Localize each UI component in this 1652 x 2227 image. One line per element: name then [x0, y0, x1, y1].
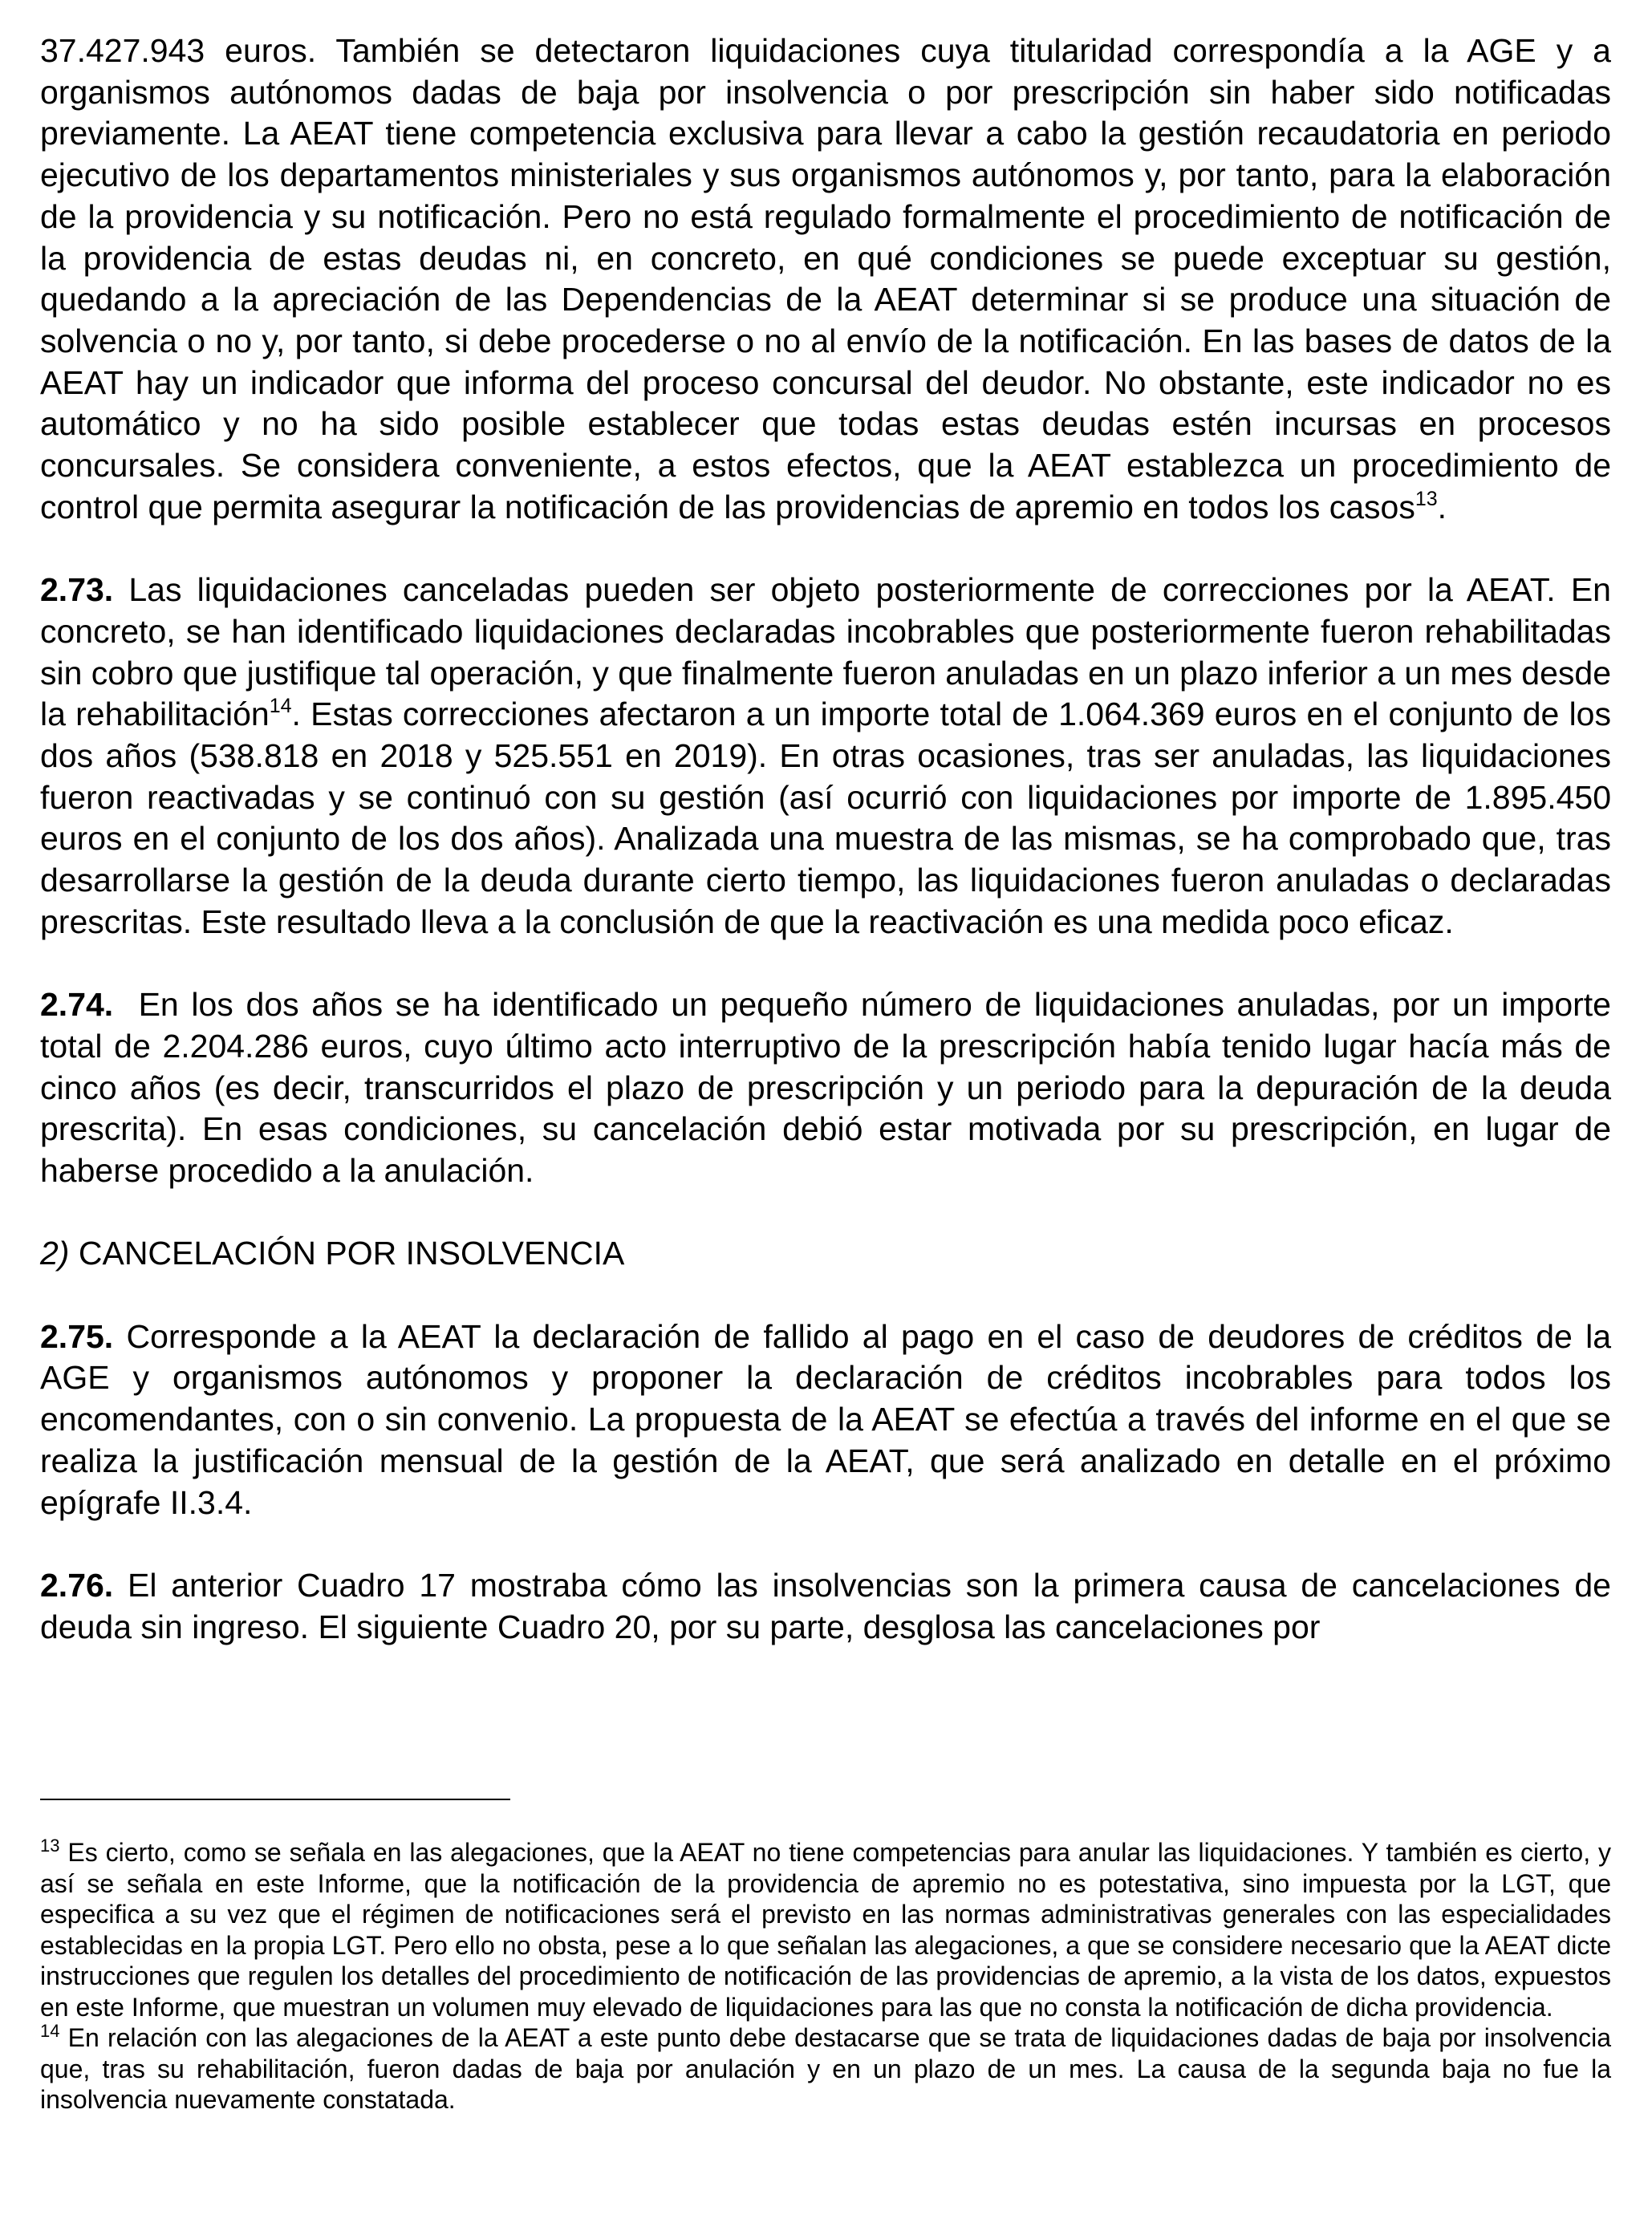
paragraph-text: Las liquidaciones canceladas pueden ser objeto posteriormente de correcciones por la AEAT. En concreto, se han identificado liquidaciones declaradas incobrables que posteriormente fueron rehabilitadas sin cobro que justifique tal operación, y que finalmente fueron anuladas en un plazo inferior a un mes desde la rehabilitación	[40, 571, 1611, 733]
footnote-text: En relación con las alegaciones de la AEAT a este punto debe destacarse que se trata de liquidaciones dadas de baja por insolvencia que, tras su rehabilitación, fueron dadas de baja por anulación y en un plazo de un mes. La causa de la segunda baja no fue la insolvencia nuevamente constatada.	[40, 2023, 1611, 2114]
footnote-ref-13[interactable]: 13	[1415, 487, 1438, 510]
section-heading	[40, 1233, 1611, 1275]
paragraph-text: 37.427.943 euros. También se detectaron liquidaciones cuya titularidad correspondía a la AGE y a organismos autónomos dadas de baja por insolvencia o por prescripción sin haber sido notificadas previamente. La AEAT tiene competencia exclusiva para llevar a cabo la gestión recaudatoria en periodo ejecutivo de los departamentos ministeriales y sus organismos autónomos y, por tanto, para la elaboración de la providencia y su notificación. Pero no está regulado formalmente el procedimiento de notificación de la providencia de estas deudas ni, en concreto, en qué condiciones se puede exceptuar su gestión, quedando a la apreciación de las Dependencias de la AEAT determinar si se produce una situación de solvencia o no y, por tanto, si debe procederse o no al envío de la notificación. En las bases de datos de la AEAT hay un indicador que informa del proceso concursal del deudor. No obstante, este indicador no es automático y no ha sido posible establecer que todas estas deudas estén incursas en procesos concursales. Se considera conveniente, a estos efectos, que la AEAT establezca un procedimiento de control que permita asegurar la notificación de las providencias de apremio en todos los casos	[40, 32, 1611, 525]
paragraph-2-76	[40, 1565, 1611, 1648]
paragraph-number: 2.74.	[40, 986, 114, 1024]
section-heading-prefix: 2)	[40, 1235, 70, 1272]
paragraph-intro	[40, 30, 1611, 528]
paragraph-text: El anterior Cuadro 17 mostraba cómo las insolvencias son la primera causa de cancelaciones de deuda sin ingreso. El siguiente Cuadro 20, por su parte, desglosa las cancelaciones por	[40, 1566, 1611, 1645]
paragraph-tail: .	[1437, 488, 1447, 525]
footnotes	[40, 1837, 1611, 2115]
paragraph-text-continued: . Estas correcciones afectaron a un importe total de 1.064.369 euros en el conjunto de los dos años (538.818 en 2018 y 525.551 en 2019). En otras ocasiones, tras ser anuladas, las liquidaciones fueron reactivadas y se continuó con su gestión (así ocurrió con liquidaciones por importe de 1.895.450 euros en el conjunto de los dos años). Analizada una muestra de las mismas, se ha comprobado que, tras desarrollarse la gestión de la deuda durante cierto tiempo, las liquidaciones fueron anuladas o declaradas prescritas. Este resultado lleva a la conclusión de que la reactivación es una medida poco eficaz.	[40, 696, 1611, 940]
paragraph-number: 2.75.	[40, 1317, 114, 1355]
footnote-ref-14[interactable]: 14	[269, 695, 292, 718]
paragraph-spacer	[40, 943, 1611, 984]
footnote-14	[40, 2022, 1611, 2115]
document-body	[40, 30, 1621, 1648]
footnote-separator	[40, 1799, 510, 1800]
footnote-13	[40, 1837, 1611, 2022]
paragraph-2-73	[40, 570, 1611, 943]
footnote-marker: 13	[40, 1836, 60, 1856]
footnote-text: Es cierto, como se señala en las alegaciones, que la AEAT no tiene competencias para anular las liquidaciones. Y también es cierto, y así se señala en este Informe, que la notificación de la providencia de apremio no es potestativa, sino impuesta por la LGT, que especifica a su vez que el régimen de notificaciones será el previsto en las normas administrativas generales con las especialidades establecidas en la propia LGT. Pero ello no obsta, pese a lo que señalan las alegaciones, a que se considere necesario que la AEAT dicte instrucciones que regulen los detalles del procedimiento de notificación de las providencias de apremio, a la vista de los datos, expuestos en este Informe, que muestran un volumen muy elevado de liquidaciones para las que no consta la notificación de dicha providencia.	[40, 1838, 1611, 2022]
section-heading-title: CANCELACIÓN POR INSOLVENCIA	[69, 1235, 625, 1272]
paragraph-2-74	[40, 984, 1621, 1192]
paragraph-2-75	[40, 1316, 1611, 1524]
paragraph-number: 2.73.	[40, 571, 114, 609]
paragraph-number: 2.76.	[40, 1566, 114, 1604]
paragraph-spacer	[40, 1192, 1611, 1234]
paragraph-spacer	[40, 528, 1611, 570]
paragraph-spacer	[40, 1275, 1611, 1316]
paragraph-text: Corresponde a la AEAT la declaración de fallido al pago en el caso de deudores de créditos de la AGE y organismos autónomos y proponer la declaración de créditos incobrables para todos los encomendantes, con o sin convenio. La propuesta de la AEAT se efectúa a través del informe en el que se realiza la justificación mensual de la gestión de la AEAT, que será analizado en detalle en el próximo epígrafe II.3.4.	[40, 1317, 1611, 1521]
footnote-marker: 14	[40, 2021, 60, 2041]
paragraph-text: En los dos años se ha identificado un pequeño número de liquidaciones anuladas, por un importe total de 2.204.286 euros, cuyo último acto interruptivo de la prescripción había tenido lugar hacía más de cinco años (es decir, transcurridos el plazo de prescripción y un periodo para la depuración de la deuda prescrita). En esas condiciones, su cancelación debió estar motivada por su prescripción, en lugar de haberse procedido a la anulación.	[40, 986, 1621, 1189]
paragraph-spacer	[40, 1523, 1611, 1565]
